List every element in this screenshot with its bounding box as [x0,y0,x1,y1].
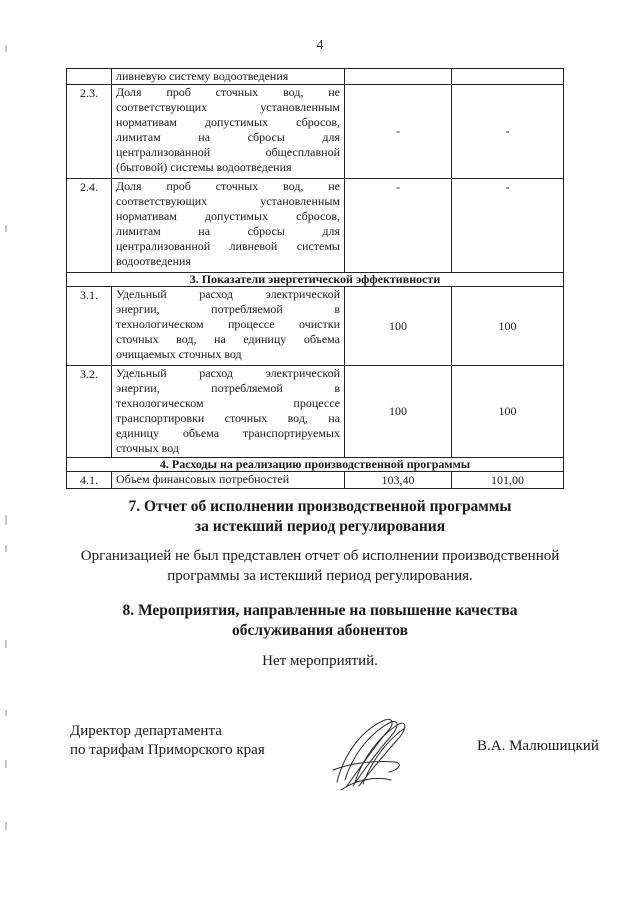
cell-value: 100 [345,366,452,458]
cell-value: 100 [452,366,564,458]
section8-title-line1: 8. Мероприятия, направленные на повышение качества [122,602,518,619]
section8-text: Нет мероприятий. [262,653,378,669]
cell-desc: Удельный расход электрической энергии, потребляемой в технологическом процессе очистки сточных вод, на единицу объема очищаемых сточных вод [112,287,345,366]
cell-desc: Доля проб сточных вод, не соответствующих установленным нормативам допустимых сбросов, лимитам на сбросы для централизованной ливневой системы водоотведения [112,179,345,273]
table-row [67,287,564,366]
cell-value: 101,00 [452,472,564,489]
table-row [67,366,564,458]
signatory-position [70,722,265,760]
section7-text-line2: программы за истекший период регулирования. [167,568,473,584]
position-line: по тарифам Приморского края [70,742,265,758]
cell-value [345,69,452,85]
page-number: 4 [316,38,324,53]
section-header [67,458,564,472]
position-line: Директор департамента [70,723,222,739]
table-row [67,472,564,489]
signatory-name: В.А. Малюшицкий [477,738,599,754]
indicators-table [66,68,564,489]
section8-title-line2: обслуживания абонентов [232,622,408,639]
cell-num [67,69,112,85]
cell-value: - [345,85,452,179]
cell-num: 2.3. [67,85,112,179]
cell-value: - [452,179,564,273]
cell-num: 3.1. [67,287,112,366]
table-row [67,179,564,273]
section7-text-line1: Организацией не был представлен отчет об исполнении производственной [80,548,560,564]
section-header [67,273,564,287]
section7-title-line2: за истекший период регулирования [194,518,446,535]
table-row [67,85,564,179]
table-row [67,69,564,85]
section7-title-line1: 7. Отчет об исполнении производственной программы [128,498,512,515]
cell-num: 3.2. [67,366,112,458]
cell-desc: Удельный расход электрической энергии, потребляемой в технологическом процессе транспортировки сточных вод, на единицу объема транспортируемых сточных вод [112,366,345,458]
cell-value: - [345,179,452,273]
cell-value [452,69,564,85]
cell-num: 4.1. [67,472,112,489]
cell-value: 100 [452,287,564,366]
section-title: 4. Расходы на реализацию производственной программы [67,458,564,472]
section-title: 3. Показатели энергетической эффективности [67,273,564,287]
cell-value: 103,40 [345,472,452,489]
cell-value: 100 [345,287,452,366]
handwritten-signature [325,710,415,800]
cell-value: - [452,85,564,179]
cell-desc: Объем финансовых потребностей [112,472,345,489]
cell-desc: Доля проб сточных вод, не соответствующих установленным нормативам допустимых сбросов, лимитам на сбросы для централизованной общесплавной (бытовой) системы водоотведения [112,85,345,179]
cell-num: 2.4. [67,179,112,273]
cell-desc: ливневую систему водоотведения [112,69,345,85]
